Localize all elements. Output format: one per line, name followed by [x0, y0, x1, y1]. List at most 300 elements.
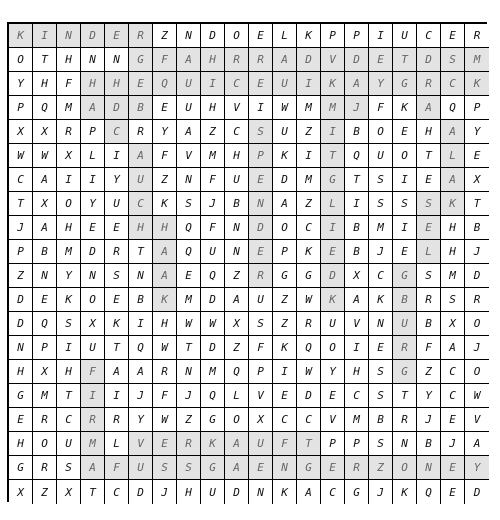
- grid-cell[interactable]: A: [465, 432, 489, 456]
- grid-cell[interactable]: W: [33, 144, 57, 168]
- grid-cell[interactable]: J: [345, 96, 369, 120]
- grid-cell[interactable]: A: [441, 168, 465, 192]
- grid-cell[interactable]: K: [297, 240, 321, 264]
- grid-cell[interactable]: Q: [177, 240, 201, 264]
- grid-cell[interactable]: Y: [465, 456, 489, 480]
- grid-cell[interactable]: Z: [33, 480, 57, 504]
- grid-cell[interactable]: U: [393, 24, 417, 48]
- grid-cell[interactable]: J: [417, 408, 441, 432]
- grid-cell[interactable]: I: [201, 72, 225, 96]
- grid-cell[interactable]: T: [57, 384, 81, 408]
- grid-cell[interactable]: V: [321, 48, 345, 72]
- grid-cell[interactable]: I: [105, 144, 129, 168]
- grid-cell[interactable]: N: [9, 336, 33, 360]
- grid-cell[interactable]: E: [321, 240, 345, 264]
- grid-cell[interactable]: K: [321, 72, 345, 96]
- grid-cell[interactable]: O: [393, 144, 417, 168]
- grid-cell[interactable]: N: [129, 264, 153, 288]
- grid-cell[interactable]: X: [33, 120, 57, 144]
- grid-cell[interactable]: E: [417, 168, 441, 192]
- grid-cell[interactable]: N: [177, 24, 201, 48]
- grid-cell[interactable]: Z: [225, 336, 249, 360]
- grid-cell[interactable]: H: [441, 240, 465, 264]
- grid-cell[interactable]: N: [393, 432, 417, 456]
- grid-cell[interactable]: C: [297, 408, 321, 432]
- grid-cell[interactable]: M: [201, 144, 225, 168]
- grid-cell[interactable]: D: [129, 480, 153, 504]
- grid-cell[interactable]: A: [273, 192, 297, 216]
- grid-cell[interactable]: D: [225, 480, 249, 504]
- grid-cell[interactable]: O: [81, 288, 105, 312]
- grid-cell[interactable]: D: [417, 48, 441, 72]
- grid-cell[interactable]: A: [129, 144, 153, 168]
- grid-cell[interactable]: J: [465, 336, 489, 360]
- grid-cell[interactable]: I: [297, 72, 321, 96]
- grid-cell[interactable]: C: [321, 480, 345, 504]
- grid-cell[interactable]: U: [249, 288, 273, 312]
- grid-cell[interactable]: E: [105, 216, 129, 240]
- grid-cell[interactable]: H: [81, 72, 105, 96]
- grid-cell[interactable]: B: [465, 216, 489, 240]
- grid-cell[interactable]: B: [129, 288, 153, 312]
- grid-cell[interactable]: N: [417, 456, 441, 480]
- grid-cell[interactable]: M: [33, 384, 57, 408]
- grid-cell[interactable]: N: [249, 192, 273, 216]
- grid-cell[interactable]: D: [201, 24, 225, 48]
- grid-cell[interactable]: Z: [177, 408, 201, 432]
- grid-cell[interactable]: H: [441, 216, 465, 240]
- grid-cell[interactable]: Y: [417, 384, 441, 408]
- grid-cell[interactable]: F: [201, 168, 225, 192]
- grid-cell[interactable]: I: [369, 24, 393, 48]
- grid-cell[interactable]: D: [297, 48, 321, 72]
- grid-cell[interactable]: H: [105, 72, 129, 96]
- grid-cell[interactable]: A: [417, 96, 441, 120]
- grid-cell[interactable]: T: [321, 144, 345, 168]
- grid-cell[interactable]: Z: [225, 264, 249, 288]
- grid-cell[interactable]: F: [249, 336, 273, 360]
- grid-cell[interactable]: D: [81, 24, 105, 48]
- grid-cell[interactable]: P: [273, 240, 297, 264]
- grid-cell[interactable]: M: [57, 96, 81, 120]
- grid-cell[interactable]: N: [249, 480, 273, 504]
- grid-cell[interactable]: X: [465, 168, 489, 192]
- grid-cell[interactable]: U: [369, 144, 393, 168]
- grid-cell[interactable]: A: [441, 336, 465, 360]
- grid-cell[interactable]: K: [321, 288, 345, 312]
- grid-cell[interactable]: U: [321, 312, 345, 336]
- grid-cell[interactable]: Y: [129, 408, 153, 432]
- grid-cell[interactable]: D: [201, 336, 225, 360]
- grid-cell[interactable]: N: [81, 264, 105, 288]
- grid-cell[interactable]: K: [153, 192, 177, 216]
- grid-cell[interactable]: T: [297, 432, 321, 456]
- grid-cell[interactable]: Y: [57, 264, 81, 288]
- grid-cell[interactable]: H: [201, 96, 225, 120]
- grid-cell[interactable]: U: [393, 312, 417, 336]
- grid-cell[interactable]: D: [9, 288, 33, 312]
- grid-cell[interactable]: R: [345, 456, 369, 480]
- grid-cell[interactable]: I: [57, 168, 81, 192]
- grid-cell[interactable]: C: [105, 120, 129, 144]
- grid-cell[interactable]: A: [177, 48, 201, 72]
- grid-cell[interactable]: Y: [105, 168, 129, 192]
- grid-cell[interactable]: E: [249, 456, 273, 480]
- grid-cell[interactable]: T: [393, 48, 417, 72]
- grid-cell[interactable]: X: [33, 192, 57, 216]
- grid-cell[interactable]: O: [225, 408, 249, 432]
- grid-cell[interactable]: G: [9, 456, 33, 480]
- grid-cell[interactable]: H: [57, 360, 81, 384]
- grid-cell[interactable]: B: [417, 312, 441, 336]
- grid-cell[interactable]: E: [81, 216, 105, 240]
- grid-cell[interactable]: U: [273, 120, 297, 144]
- grid-cell[interactable]: K: [273, 480, 297, 504]
- grid-cell[interactable]: Z: [153, 168, 177, 192]
- grid-cell[interactable]: D: [321, 264, 345, 288]
- grid-cell[interactable]: F: [153, 384, 177, 408]
- grid-cell[interactable]: L: [225, 384, 249, 408]
- grid-cell[interactable]: H: [129, 216, 153, 240]
- grid-cell[interactable]: I: [273, 360, 297, 384]
- grid-cell[interactable]: R: [393, 408, 417, 432]
- grid-cell[interactable]: X: [249, 408, 273, 432]
- grid-cell[interactable]: C: [369, 264, 393, 288]
- grid-cell[interactable]: U: [177, 72, 201, 96]
- grid-cell[interactable]: S: [153, 456, 177, 480]
- grid-cell[interactable]: V: [249, 384, 273, 408]
- grid-cell[interactable]: Q: [201, 384, 225, 408]
- grid-cell[interactable]: Q: [417, 480, 441, 504]
- grid-cell[interactable]: C: [297, 216, 321, 240]
- grid-cell[interactable]: E: [441, 408, 465, 432]
- grid-cell[interactable]: Y: [81, 192, 105, 216]
- grid-cell[interactable]: A: [345, 72, 369, 96]
- grid-cell[interactable]: G: [297, 456, 321, 480]
- grid-cell[interactable]: M: [201, 360, 225, 384]
- grid-cell[interactable]: M: [369, 216, 393, 240]
- grid-cell[interactable]: D: [297, 384, 321, 408]
- grid-cell[interactable]: R: [129, 120, 153, 144]
- grid-cell[interactable]: R: [393, 336, 417, 360]
- grid-cell[interactable]: V: [465, 408, 489, 432]
- grid-cell[interactable]: Z: [9, 264, 33, 288]
- grid-cell[interactable]: E: [249, 240, 273, 264]
- grid-cell[interactable]: S: [441, 288, 465, 312]
- grid-cell[interactable]: M: [81, 432, 105, 456]
- grid-cell[interactable]: M: [321, 96, 345, 120]
- grid-cell[interactable]: E: [441, 480, 465, 504]
- grid-cell[interactable]: Y: [321, 360, 345, 384]
- grid-cell[interactable]: Q: [33, 312, 57, 336]
- grid-cell[interactable]: R: [465, 288, 489, 312]
- grid-cell[interactable]: F: [273, 432, 297, 456]
- grid-cell[interactable]: I: [321, 120, 345, 144]
- grid-cell[interactable]: Q: [129, 336, 153, 360]
- grid-cell[interactable]: F: [57, 72, 81, 96]
- grid-cell[interactable]: Z: [417, 360, 441, 384]
- grid-cell[interactable]: S: [393, 192, 417, 216]
- grid-cell[interactable]: G: [393, 72, 417, 96]
- grid-cell[interactable]: D: [465, 264, 489, 288]
- grid-cell[interactable]: H: [57, 216, 81, 240]
- grid-cell[interactable]: T: [33, 48, 57, 72]
- grid-cell[interactable]: J: [153, 480, 177, 504]
- grid-cell[interactable]: C: [225, 72, 249, 96]
- grid-cell[interactable]: I: [81, 384, 105, 408]
- grid-cell[interactable]: P: [81, 120, 105, 144]
- grid-cell[interactable]: K: [369, 288, 393, 312]
- grid-cell[interactable]: Z: [273, 312, 297, 336]
- grid-cell[interactable]: C: [129, 192, 153, 216]
- grid-cell[interactable]: Z: [297, 192, 321, 216]
- grid-cell[interactable]: N: [225, 216, 249, 240]
- grid-cell[interactable]: E: [105, 288, 129, 312]
- grid-cell[interactable]: T: [9, 192, 33, 216]
- grid-cell[interactable]: I: [345, 192, 369, 216]
- grid-cell[interactable]: S: [249, 120, 273, 144]
- grid-cell[interactable]: H: [33, 72, 57, 96]
- grid-cell[interactable]: U: [225, 168, 249, 192]
- grid-cell[interactable]: A: [225, 432, 249, 456]
- grid-cell[interactable]: Q: [441, 96, 465, 120]
- grid-cell[interactable]: R: [129, 24, 153, 48]
- grid-cell[interactable]: K: [153, 288, 177, 312]
- grid-cell[interactable]: I: [33, 24, 57, 48]
- grid-cell[interactable]: S: [57, 456, 81, 480]
- grid-cell[interactable]: R: [177, 432, 201, 456]
- grid-cell[interactable]: M: [57, 240, 81, 264]
- grid-cell[interactable]: T: [465, 192, 489, 216]
- grid-cell[interactable]: Z: [153, 24, 177, 48]
- grid-cell[interactable]: K: [201, 432, 225, 456]
- grid-cell[interactable]: B: [345, 216, 369, 240]
- grid-cell[interactable]: O: [465, 312, 489, 336]
- grid-cell[interactable]: T: [81, 480, 105, 504]
- grid-cell[interactable]: F: [201, 216, 225, 240]
- grid-cell[interactable]: A: [225, 288, 249, 312]
- grid-cell[interactable]: I: [393, 168, 417, 192]
- grid-cell[interactable]: U: [177, 96, 201, 120]
- grid-cell[interactable]: L: [321, 192, 345, 216]
- grid-cell[interactable]: P: [321, 24, 345, 48]
- grid-cell[interactable]: G: [393, 264, 417, 288]
- grid-cell[interactable]: V: [129, 432, 153, 456]
- grid-cell[interactable]: Z: [297, 120, 321, 144]
- grid-cell[interactable]: J: [177, 384, 201, 408]
- grid-cell[interactable]: I: [321, 216, 345, 240]
- grid-cell[interactable]: W: [153, 336, 177, 360]
- grid-cell[interactable]: B: [393, 288, 417, 312]
- grid-cell[interactable]: S: [417, 264, 441, 288]
- grid-cell[interactable]: D: [81, 240, 105, 264]
- grid-cell[interactable]: F: [369, 96, 393, 120]
- grid-cell[interactable]: E: [249, 168, 273, 192]
- grid-cell[interactable]: W: [273, 96, 297, 120]
- grid-cell[interactable]: N: [177, 360, 201, 384]
- grid-cell[interactable]: V: [177, 144, 201, 168]
- grid-cell[interactable]: O: [273, 216, 297, 240]
- grid-cell[interactable]: R: [57, 120, 81, 144]
- grid-cell[interactable]: G: [393, 360, 417, 384]
- grid-cell[interactable]: U: [129, 168, 153, 192]
- grid-cell[interactable]: X: [9, 120, 33, 144]
- grid-cell[interactable]: B: [345, 240, 369, 264]
- grid-cell[interactable]: A: [297, 480, 321, 504]
- grid-cell[interactable]: C: [345, 384, 369, 408]
- grid-cell[interactable]: L: [417, 240, 441, 264]
- grid-cell[interactable]: E: [129, 72, 153, 96]
- grid-cell[interactable]: L: [441, 144, 465, 168]
- grid-cell[interactable]: T: [129, 240, 153, 264]
- grid-cell[interactable]: D: [201, 288, 225, 312]
- grid-cell[interactable]: H: [177, 480, 201, 504]
- grid-cell[interactable]: H: [153, 312, 177, 336]
- grid-cell[interactable]: E: [153, 432, 177, 456]
- grid-cell[interactable]: P: [345, 432, 369, 456]
- grid-cell[interactable]: E: [369, 336, 393, 360]
- grid-cell[interactable]: S: [177, 456, 201, 480]
- grid-cell[interactable]: T: [417, 144, 441, 168]
- grid-cell[interactable]: A: [129, 360, 153, 384]
- grid-cell[interactable]: P: [9, 240, 33, 264]
- grid-cell[interactable]: A: [441, 120, 465, 144]
- grid-cell[interactable]: N: [369, 312, 393, 336]
- grid-cell[interactable]: T: [393, 384, 417, 408]
- grid-cell[interactable]: E: [105, 24, 129, 48]
- grid-cell[interactable]: K: [57, 288, 81, 312]
- grid-cell[interactable]: C: [441, 72, 465, 96]
- grid-cell[interactable]: S: [369, 192, 393, 216]
- grid-cell[interactable]: U: [201, 480, 225, 504]
- grid-cell[interactable]: A: [81, 456, 105, 480]
- grid-cell[interactable]: D: [273, 168, 297, 192]
- grid-cell[interactable]: P: [249, 360, 273, 384]
- grid-cell[interactable]: X: [9, 480, 33, 504]
- grid-cell[interactable]: C: [441, 360, 465, 384]
- grid-cell[interactable]: X: [345, 264, 369, 288]
- grid-cell[interactable]: R: [417, 288, 441, 312]
- grid-cell[interactable]: P: [9, 96, 33, 120]
- grid-cell[interactable]: V: [321, 408, 345, 432]
- grid-cell[interactable]: Y: [153, 120, 177, 144]
- grid-cell[interactable]: I: [81, 168, 105, 192]
- grid-cell[interactable]: U: [57, 432, 81, 456]
- grid-cell[interactable]: C: [441, 384, 465, 408]
- grid-cell[interactable]: I: [129, 312, 153, 336]
- grid-cell[interactable]: W: [9, 144, 33, 168]
- grid-cell[interactable]: Q: [345, 144, 369, 168]
- grid-cell[interactable]: X: [81, 312, 105, 336]
- grid-cell[interactable]: W: [465, 384, 489, 408]
- grid-cell[interactable]: E: [9, 408, 33, 432]
- grid-cell[interactable]: J: [441, 432, 465, 456]
- grid-cell[interactable]: G: [297, 264, 321, 288]
- grid-cell[interactable]: R: [105, 408, 129, 432]
- grid-cell[interactable]: M: [441, 264, 465, 288]
- grid-cell[interactable]: Q: [201, 264, 225, 288]
- grid-cell[interactable]: V: [345, 312, 369, 336]
- grid-cell[interactable]: O: [369, 120, 393, 144]
- grid-cell[interactable]: H: [153, 216, 177, 240]
- grid-cell[interactable]: M: [297, 168, 321, 192]
- grid-cell[interactable]: R: [465, 24, 489, 48]
- grid-cell[interactable]: I: [57, 336, 81, 360]
- grid-cell[interactable]: K: [273, 336, 297, 360]
- grid-cell[interactable]: I: [249, 96, 273, 120]
- grid-cell[interactable]: E: [417, 216, 441, 240]
- grid-cell[interactable]: A: [273, 48, 297, 72]
- grid-cell[interactable]: R: [81, 408, 105, 432]
- grid-cell[interactable]: P: [249, 144, 273, 168]
- grid-cell[interactable]: R: [33, 408, 57, 432]
- grid-cell[interactable]: O: [393, 456, 417, 480]
- grid-cell[interactable]: E: [321, 456, 345, 480]
- grid-cell[interactable]: T: [345, 168, 369, 192]
- grid-cell[interactable]: Z: [201, 120, 225, 144]
- grid-cell[interactable]: T: [105, 336, 129, 360]
- grid-cell[interactable]: J: [129, 384, 153, 408]
- grid-cell[interactable]: A: [153, 264, 177, 288]
- grid-cell[interactable]: E: [153, 96, 177, 120]
- grid-cell[interactable]: L: [81, 144, 105, 168]
- grid-cell[interactable]: W: [297, 288, 321, 312]
- grid-cell[interactable]: W: [201, 312, 225, 336]
- grid-cell[interactable]: L: [273, 24, 297, 48]
- grid-cell[interactable]: H: [57, 48, 81, 72]
- grid-cell[interactable]: A: [105, 360, 129, 384]
- grid-cell[interactable]: K: [105, 312, 129, 336]
- grid-cell[interactable]: A: [33, 216, 57, 240]
- grid-cell[interactable]: H: [201, 48, 225, 72]
- grid-cell[interactable]: R: [417, 72, 441, 96]
- grid-cell[interactable]: K: [393, 480, 417, 504]
- grid-cell[interactable]: B: [369, 408, 393, 432]
- grid-cell[interactable]: D: [9, 312, 33, 336]
- grid-cell[interactable]: F: [153, 48, 177, 72]
- grid-cell[interactable]: C: [225, 120, 249, 144]
- grid-cell[interactable]: A: [33, 168, 57, 192]
- grid-cell[interactable]: P: [321, 432, 345, 456]
- grid-cell[interactable]: U: [249, 432, 273, 456]
- grid-cell[interactable]: Q: [33, 96, 57, 120]
- grid-cell[interactable]: S: [369, 360, 393, 384]
- grid-cell[interactable]: J: [9, 216, 33, 240]
- grid-cell[interactable]: J: [369, 240, 393, 264]
- grid-cell[interactable]: W: [153, 408, 177, 432]
- grid-cell[interactable]: O: [9, 48, 33, 72]
- grid-cell[interactable]: E: [441, 456, 465, 480]
- grid-cell[interactable]: U: [273, 72, 297, 96]
- grid-cell[interactable]: G: [273, 264, 297, 288]
- grid-cell[interactable]: K: [9, 24, 33, 48]
- grid-cell[interactable]: X: [441, 312, 465, 336]
- grid-cell[interactable]: C: [57, 408, 81, 432]
- grid-cell[interactable]: W: [177, 312, 201, 336]
- grid-cell[interactable]: O: [225, 24, 249, 48]
- grid-cell[interactable]: D: [249, 216, 273, 240]
- grid-cell[interactable]: W: [297, 360, 321, 384]
- grid-cell[interactable]: X: [57, 480, 81, 504]
- grid-cell[interactable]: H: [417, 120, 441, 144]
- grid-cell[interactable]: U: [201, 240, 225, 264]
- grid-cell[interactable]: C: [273, 408, 297, 432]
- grid-cell[interactable]: J: [369, 480, 393, 504]
- grid-cell[interactable]: S: [105, 264, 129, 288]
- grid-cell[interactable]: S: [417, 192, 441, 216]
- grid-cell[interactable]: S: [369, 168, 393, 192]
- grid-cell[interactable]: D: [345, 48, 369, 72]
